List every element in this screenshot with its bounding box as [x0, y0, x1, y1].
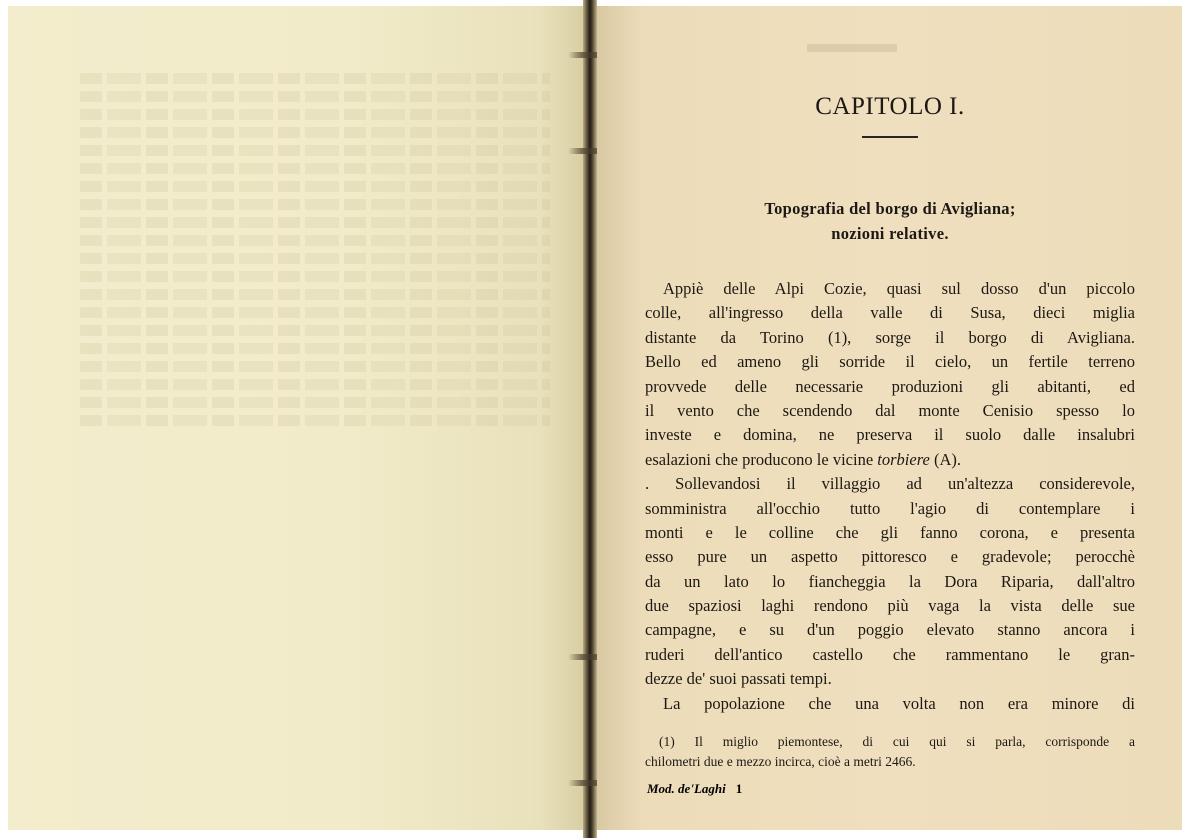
chapter-subtitle	[645, 196, 1135, 246]
text-line: La popolazione che una volta non era minore di	[663, 693, 1135, 713]
text-line: distante da Torino (1), sorge il borgo di Avigliana.	[645, 327, 1135, 347]
text-span: (A).	[929, 449, 961, 469]
text-line: il vento che scendendo dal monte Cenisio spesso lo	[645, 400, 1135, 420]
footnote-line: (1) Il miglio piemontese, di cui qui si parla, corrisponde a	[659, 734, 1135, 749]
body-text	[645, 277, 1135, 716]
printer-signature	[647, 781, 742, 797]
subtitle-line: nozioni relative.	[831, 224, 949, 243]
left-page	[8, 6, 586, 830]
footnote-line: chilometri due e mezzo incirca, cioè a metri 2466.	[645, 754, 916, 769]
text-line: colle, all'ingresso della valle di Susa, dieci miglia	[645, 303, 1135, 323]
text-line: da un lato lo fiancheggia la Dora Riparia, dall'altro	[645, 571, 1135, 591]
book-spine	[583, 0, 597, 838]
text-line	[645, 448, 1135, 472]
bleed-through-header	[807, 44, 897, 52]
text-line: esso pure un aspetto pittoresco e gradevole; perocchè	[645, 547, 1135, 567]
text-line: provvede delle necessarie produzioni gli abitanti, ed	[645, 376, 1135, 396]
chapter-title: CAPITOLO I.	[815, 93, 965, 120]
text-line: due spaziosi laghi rendono più vaga la vista delle sue	[645, 596, 1135, 616]
text-span: esalazioni che producono le vicine	[645, 449, 878, 469]
bleed-through-text	[80, 66, 550, 432]
title-rule	[862, 136, 918, 138]
text-line: Bello ed ameno gli sorride il cielo, un fertile terreno	[645, 352, 1135, 372]
text-line: . Sollevandosi il villaggio ad un'altezza considerevole,	[645, 474, 1135, 494]
italic-term: torbiere	[877, 449, 930, 469]
footnote	[645, 732, 1135, 772]
text-line: investe e domina, ne preserva il suolo dalle insalubri	[645, 425, 1135, 445]
text-line: Appiè delle Alpi Cozie, quasi sul dosso d'un piccolo	[663, 279, 1135, 298]
signature-label: Mod. de'Laghi	[647, 781, 726, 796]
subtitle-line: Topografia del borgo di Avigliana;	[764, 199, 1016, 218]
right-page	[597, 6, 1182, 830]
text-line: campagne, e su d'un poggio elevato stanno ancora i	[645, 620, 1135, 640]
text-line: monti e le colline che gli fanno corona, e presenta	[645, 522, 1135, 542]
text-line: ruderi dell'antico castello che rammentano le gran-	[645, 644, 1135, 664]
signature-number: 1	[735, 781, 743, 796]
text-line: somministra all'occhio tutto l'agio di contemplare i	[645, 498, 1135, 518]
text-line: dezze de' suoi passati tempi.	[645, 669, 832, 689]
